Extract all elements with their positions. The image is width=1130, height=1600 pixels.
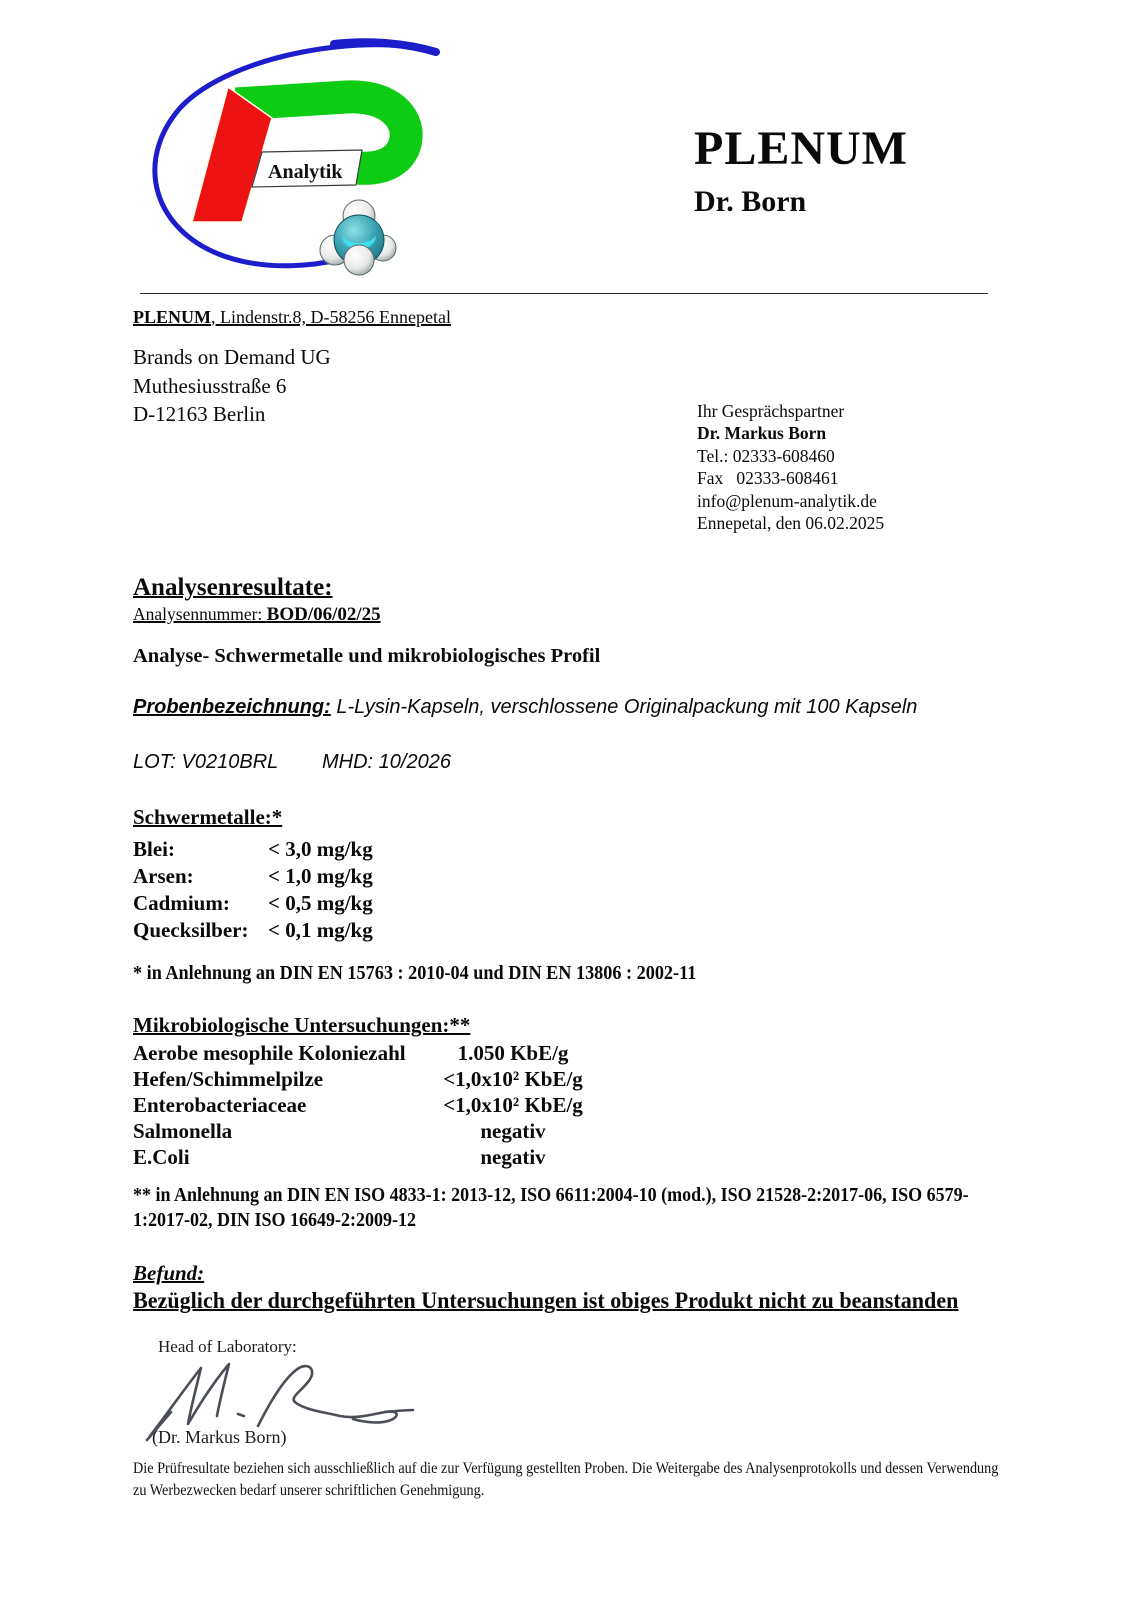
- analysis-number-value: BOD/06/02/25: [266, 604, 381, 625]
- metal-label: Cadmium:: [133, 891, 230, 915]
- table-row: [133, 1092, 603, 1118]
- befund-text: Bezüglich der durchgeführten Untersuchungen ist obiges Produkt nicht zu beanstanden: [133, 1288, 959, 1314]
- metal-value: < 3,0 mg/kg: [268, 837, 373, 861]
- contact-name: Dr. Markus Born: [697, 423, 827, 444]
- sender-brand: PLENUM: [133, 307, 211, 327]
- metal-value: < 1,0 mg/kg: [268, 864, 373, 888]
- footer-disclaimer: Die Prüfresultate beziehen sich ausschließlich auf die zur Verfügung gestellten Proben. Die Weitergabe des Analysenprotokolls und dessen Verwendung zu Werbezwecken bedarf unserer schriftlichen Genehmigung.: [133, 1460, 999, 1499]
- contact-intro: Ihr Gesprächspartner: [697, 401, 845, 421]
- contact-place-date: Ennepetal, den 06.02.2025: [697, 513, 885, 534]
- molecule-icon: [320, 200, 396, 275]
- metal-label: Blei:: [133, 837, 175, 861]
- signature-title: Head of Laboratory:: [158, 1337, 297, 1356]
- table-row: [133, 836, 593, 863]
- sample-label: Probenbezeichnung:: [133, 696, 331, 718]
- recipient-name: Brands on Demand UG: [133, 345, 331, 369]
- micro-value: <1,0x10² KbE/g: [443, 1093, 583, 1117]
- lot-value: LOT: V0210BRL: [133, 751, 279, 773]
- contact-block: [697, 400, 884, 534]
- signature-name: (Dr. Markus Born): [152, 1427, 287, 1447]
- microbiology-footnote: ** in Anlehnung an DIN EN ISO 4833-1: 2013-12, ISO 6611:2004-10 (mod.), ISO 21528-2:2017-06, ISO 6579-1:2017-02, DIN ISO 16649-2:2009-12: [133, 1184, 969, 1231]
- micro-label: Salmonella: [133, 1119, 233, 1143]
- brand-title: PLENUM: [694, 122, 908, 175]
- analysis-number-label: Analysennummer:: [133, 604, 267, 624]
- micro-label: E.Coli: [133, 1145, 190, 1169]
- microbiology-heading: Mikrobiologische Untersuchungen:**: [133, 1013, 471, 1037]
- contact-tel: Tel.: 02333-608460: [697, 445, 835, 466]
- metal-label: Arsen:: [133, 864, 194, 888]
- micro-label: Hefen/Schimmelpilze: [133, 1067, 324, 1091]
- metal-value: < 0,1 mg/kg: [268, 918, 373, 942]
- metal-value: < 0,5 mg/kg: [268, 891, 373, 915]
- logo-analytik-label: Analytik: [268, 161, 343, 183]
- results-title: Analysenresultate:: [133, 574, 333, 601]
- micro-label: Enterobacteriaceae: [133, 1093, 307, 1117]
- mhd-value: MHD: 10/2026: [322, 751, 451, 773]
- befund-heading: Befund:: [133, 1261, 205, 1285]
- contact-fax: Fax 02333-608461: [697, 468, 839, 489]
- brand-subtitle: Dr. Born: [694, 185, 807, 218]
- micro-label: Aerobe mesophile Koloniezahl: [133, 1041, 406, 1065]
- sample-line: [133, 696, 917, 719]
- sample-value: L-Lysin-Kapseln, verschlossene Originalpackung mit 100 Kapseln: [330, 696, 918, 718]
- table-row: [133, 1040, 603, 1066]
- analysis-number-line: [133, 604, 381, 626]
- micro-value: <1,0x10² KbE/g: [443, 1067, 583, 1091]
- plenum-logo: [138, 36, 458, 284]
- table-row: [133, 917, 593, 944]
- header-divider: [140, 293, 988, 294]
- heavy-metals-table: [133, 836, 593, 944]
- micro-value: 1.050 KbE/g: [457, 1041, 569, 1065]
- table-row: [133, 1118, 603, 1144]
- recipient-city: D-12163 Berlin: [133, 402, 266, 426]
- table-row: [133, 863, 593, 890]
- table-row: [133, 1066, 603, 1092]
- analysis-title: Analyse- Schwermetalle und mikrobiologisches Profil: [133, 645, 601, 667]
- metal-label: Quecksilber:: [133, 918, 249, 942]
- heavy-metals-heading: Schwermetalle:*: [133, 805, 283, 829]
- sender-line: [133, 307, 451, 328]
- lot-line: [133, 751, 633, 774]
- brand-block: [694, 122, 908, 218]
- microbiology-table: [133, 1040, 603, 1170]
- contact-email: info@plenum-analytik.de: [697, 490, 877, 511]
- table-row: [133, 1144, 603, 1170]
- heavy-metals-footnote: * in Anlehnung an DIN EN 15763 : 2010-04 und DIN EN 13806 : 2002-11: [133, 962, 697, 984]
- logo-analytik-box: [252, 150, 362, 187]
- recipient-street: Muthesiusstraße 6: [133, 373, 287, 398]
- recipient-address: [133, 343, 331, 429]
- table-row: [133, 890, 593, 917]
- micro-value: negativ: [480, 1145, 546, 1169]
- sender-address: , Lindenstr.8, D-58256 Ennepetal: [211, 307, 451, 327]
- micro-value: negativ: [480, 1119, 546, 1143]
